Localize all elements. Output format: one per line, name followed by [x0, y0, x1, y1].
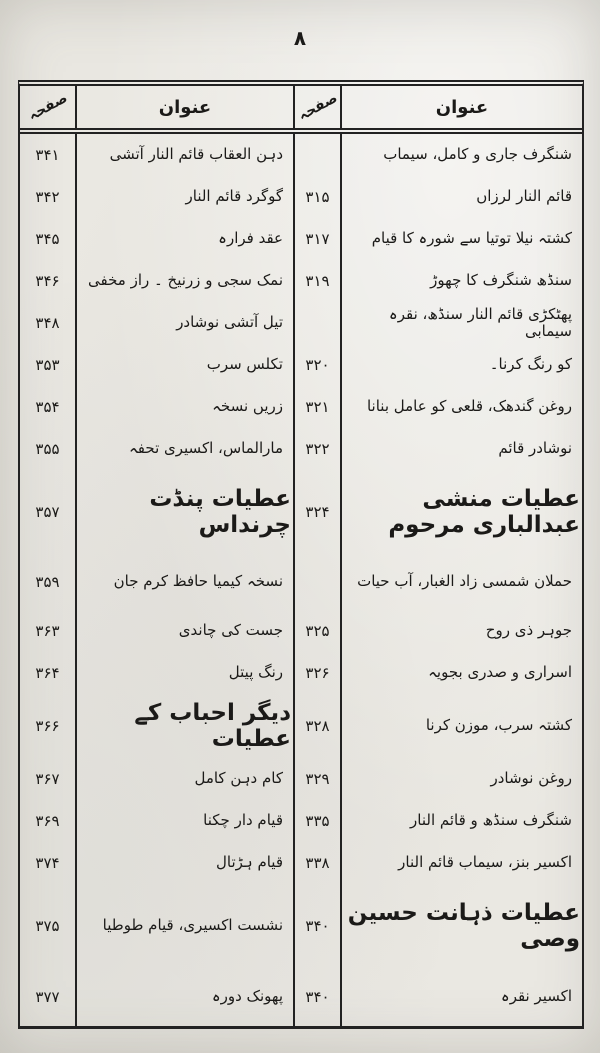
right-title: اکسیر بنز، سیماب قائم النار: [398, 853, 572, 872]
left-page-number: ۳۷۷: [20, 968, 77, 1026]
toc-row: [20, 428, 582, 470]
left-title: پھونک دورہ: [77, 968, 295, 1026]
left-title: نسخہ کیمیا حافظ کرم جان: [77, 554, 295, 610]
right-page-number: ۳۳۵: [295, 800, 342, 842]
toc-row: [20, 302, 582, 344]
right-page-number: ۳۴۰: [295, 884, 342, 968]
left-title: رنگ پیتل: [77, 652, 295, 694]
left-title: دہن العقاب قائم النار آتشی: [77, 134, 295, 176]
left-title: عطیات پنڈت چرنداس: [77, 470, 295, 554]
right-page-number: ۳۲۴: [295, 470, 342, 554]
left-title: تیل آتشی نوشادر: [77, 302, 295, 344]
right-title: حملان شمسی زاد الغبار، آب حیات: [357, 572, 572, 591]
toc-row: [20, 176, 582, 218]
right-page-number: ۳۱۵: [295, 176, 342, 218]
left-title: قیام ہڑتال: [77, 842, 295, 884]
page-number: ۸: [293, 26, 307, 50]
left-page-number: ۳۴۵: [20, 218, 77, 260]
right-title: شنگرف جاری و کامل، سیماب: [383, 145, 572, 164]
toc-row: [20, 470, 582, 554]
left-page-number: ۳۴۶: [20, 260, 77, 302]
right-title: کشتہ نیلا توتیا سے شورہ کا قیام: [371, 229, 572, 248]
header-left-page-label: صفحہ: [25, 90, 70, 124]
right-title: روغن نوشادر: [490, 769, 572, 788]
left-page-number: ۳۶۴: [20, 652, 77, 694]
left-title: مارالماس، اکسیری تحفہ: [77, 428, 295, 470]
right-page-number: ۳۳۸: [295, 842, 342, 884]
left-title: تکلس سرب: [77, 344, 295, 386]
toc-row: [20, 968, 582, 1026]
right-page-number: ۳۲۲: [295, 428, 342, 470]
right-page-number: [295, 134, 342, 176]
left-page-number: ۳۶۶: [20, 694, 77, 758]
toc-row: [20, 758, 582, 800]
left-page-number: ۳۵۳: [20, 344, 77, 386]
header-right-page-label: صفحہ: [295, 90, 340, 124]
toc-row: [20, 134, 582, 176]
right-page-number: [295, 554, 342, 610]
toc-table: [18, 80, 584, 1029]
toc-row: [20, 218, 582, 260]
right-title: عطیات ذہانت حسین وصی: [347, 899, 580, 952]
toc-row: [20, 694, 582, 758]
right-page-number: ۳۱۷: [295, 218, 342, 260]
header-right-page: [295, 86, 342, 128]
toc-rows: [20, 134, 582, 1026]
right-title: عطیات منشی عبدالباری مرحوم: [388, 485, 580, 538]
toc-row: [20, 652, 582, 694]
right-page-number: [295, 302, 342, 344]
header-left-title: عنوان: [77, 86, 295, 128]
right-title: روغن گندھک، قلعی کو عامل بنانا: [366, 397, 572, 416]
table-header-row: [20, 86, 582, 134]
toc-row: [20, 260, 582, 302]
left-title: نمک سجی و زرنیخ ۔ راز مخفی: [77, 260, 295, 302]
right-page-number: ۳۲۵: [295, 610, 342, 652]
right-title: پھٹکڑی قائم النار سنڈھ، نقرہ سیمابی: [388, 304, 572, 340]
left-page-number: ۳۶۳: [20, 610, 77, 652]
left-title: دیگر احباب کے عطیات: [77, 694, 295, 758]
right-page-number: ۳۲۸: [295, 694, 342, 758]
right-title: سنڈھ شنگرف کا چھوڑ: [430, 271, 572, 290]
left-page-number: ۳۴۲: [20, 176, 77, 218]
right-page-number: ۳۴۰: [295, 968, 342, 1026]
right-page-number: ۳۱۹: [295, 260, 342, 302]
toc-row: [20, 610, 582, 652]
right-title: جوہر ذی روح: [485, 621, 572, 640]
left-page-number: ۳۷۴: [20, 842, 77, 884]
right-title: کو رنگ کرنا۔: [489, 355, 572, 374]
right-title: شنگرف سنڈھ و قائم النار: [410, 811, 572, 830]
left-title: گوگرد قائم النار: [77, 176, 295, 218]
toc-row: [20, 344, 582, 386]
right-title: کشتہ سرب، موزن کرنا: [425, 716, 572, 735]
left-title: کام دہن کامل: [77, 758, 295, 800]
left-page-number: ۳۴۱: [20, 134, 77, 176]
header-right-title: عنوان: [435, 96, 489, 118]
left-page-number: ۳۶۹: [20, 800, 77, 842]
right-title: نوشادر قائم: [498, 439, 572, 458]
right-page-number: ۳۲۶: [295, 652, 342, 694]
left-page-number: ۳۵۴: [20, 386, 77, 428]
right-page-number: ۳۲۹: [295, 758, 342, 800]
toc-row: [20, 554, 582, 610]
left-page-number: ۳۵۵: [20, 428, 77, 470]
left-page-number: ۳۵۷: [20, 470, 77, 554]
toc-row: [20, 800, 582, 842]
left-title: جست کی چاندی: [77, 610, 295, 652]
left-title: عقد فرارہ: [77, 218, 295, 260]
left-page-number: ۳۵۹: [20, 554, 77, 610]
right-title: اسراری و صدری بجویہ: [428, 663, 572, 682]
right-page-number: ۳۲۱: [295, 386, 342, 428]
header-left-page: [20, 86, 77, 128]
left-title: قیام دار چکنا: [77, 800, 295, 842]
toc-row: [20, 842, 582, 884]
left-title: زریں نسخہ: [77, 386, 295, 428]
left-page-number: ۳۷۵: [20, 884, 77, 968]
toc-row: [20, 884, 582, 968]
toc-row: [20, 386, 582, 428]
left-page-number: ۳۴۸: [20, 302, 77, 344]
left-title: نشست اکسیری، قیام طوطیا: [77, 884, 295, 968]
right-title: قائم النار لرزاں: [476, 187, 572, 206]
left-page-number: ۳۶۷: [20, 758, 77, 800]
right-page-number: ۳۲۰: [295, 344, 342, 386]
right-title: اکسیر نقرہ: [500, 987, 572, 1006]
